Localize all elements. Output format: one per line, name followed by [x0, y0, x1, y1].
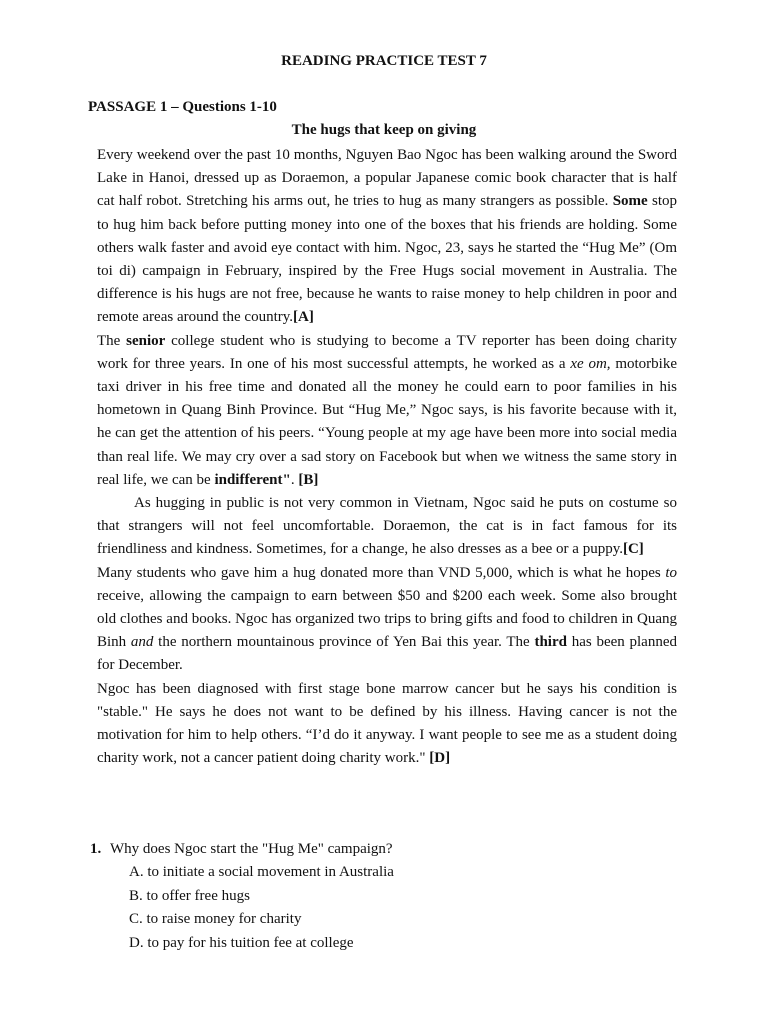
paragraph-5: Ngoc has been diagnosed with first stage bone marrow cancer but he says his condition is "stable." He says he does not want to be defined by his illness. Having cancer is not the motivation for him to help others. “I’d do it anyway. I want people to see me as a student doing charity work, not a cancer patient doing charity work." [D] [97, 680, 677, 767]
question-text: Why does Ngoc start the "Hug Me" campaign? [110, 841, 393, 857]
answer-option-b: B. to offer free hugs [129, 887, 250, 904]
paragraph-1: Every weekend over the past 10 months, Nguyen Bao Ngoc has been walking around the Sword Lake in Hanoi, dressed up as Doraemon, a popular Japanese comic book character that is half cat half robot. Stretching his arms out, he tries to hug as many strangers as possible. Some stop to hug him back before putting money into one of the boxes that his friends are holding. Some others walk faster and avoid eye contact with him. Ngoc, 23, says he started the “Hug Me” (Om toi di) campaign in February, inspired by the Free Hugs social movement in Australia. The difference is his hugs are not free, because he wants to raise money to help children in poor and remote areas around the country.[A] [97, 147, 678, 326]
italic-term: xe om, [570, 355, 611, 372]
paragraph-marker: [C] [622, 541, 644, 558]
question-1 [90, 838, 690, 861]
paragraph-3: As hugging in public is not very common in Vietnam, Ngoc said he puts on costume so that strangers will not feel uncomfortable. Doraemon, the cat is in fact famous for its friendliness and kindness. Sometimes, for a change, he also dresses as a bee or a puppy.[C] [97, 495, 677, 558]
paragraph-marker: [D] [429, 750, 451, 767]
answer-option-d: D. to pay for his tuition fee at college [129, 934, 354, 951]
passage-heading: PASSAGE 1 – Questions 1-10 [88, 99, 277, 115]
test-title: READING PRACTICE TEST 7 [281, 53, 487, 69]
question-number: 1. [90, 841, 102, 857]
italic-word: to [665, 564, 677, 581]
emphasis-word: indifferent" [214, 471, 291, 488]
emphasis-word: senior [126, 332, 166, 349]
emphasis-word: third [534, 634, 567, 651]
paragraph-marker: [A] [293, 309, 314, 326]
passage-body [97, 144, 677, 770]
answer-option-c: C. to raise money for charity [129, 911, 302, 928]
italic-word: and [130, 634, 154, 651]
paragraph-4: Many students who gave him a hug donated more than VND 5,000, which is what he hopes to receive, allowing the campaign to earn between $50 and $200 each week. Some also brought old clothes and books. Ngoc has organized two trips to bring gifts and food to children in Quang Binh and the northern mountainous province of Yen Bai this year. The third has been planned for December. [97, 564, 677, 674]
paragraph-marker: [B] [298, 471, 319, 488]
emphasis-word: Some [612, 193, 648, 210]
passage-title: The hugs that keep on giving [291, 122, 477, 138]
paragraph-2: The senior college student who is studying to become a TV reporter has been doing charity work for three years. In one of his most successful attempts, he worked as a xe om, motorbike taxi driver in his free time and donated all the money he could earn to poor families in his hometown in Quang Binh Province. But “Hug Me,” Ngoc says, is his favorite because with it, he can get the attention of his peers. “Young people at my age have been more into social media than real life. We may cry over a sad story on Facebook but when we witness the same story in real life, we can be indifferent". [B] [97, 332, 677, 488]
question-list [90, 838, 690, 955]
answer-option-a: A. to initiate a social movement in Australia [129, 864, 394, 881]
